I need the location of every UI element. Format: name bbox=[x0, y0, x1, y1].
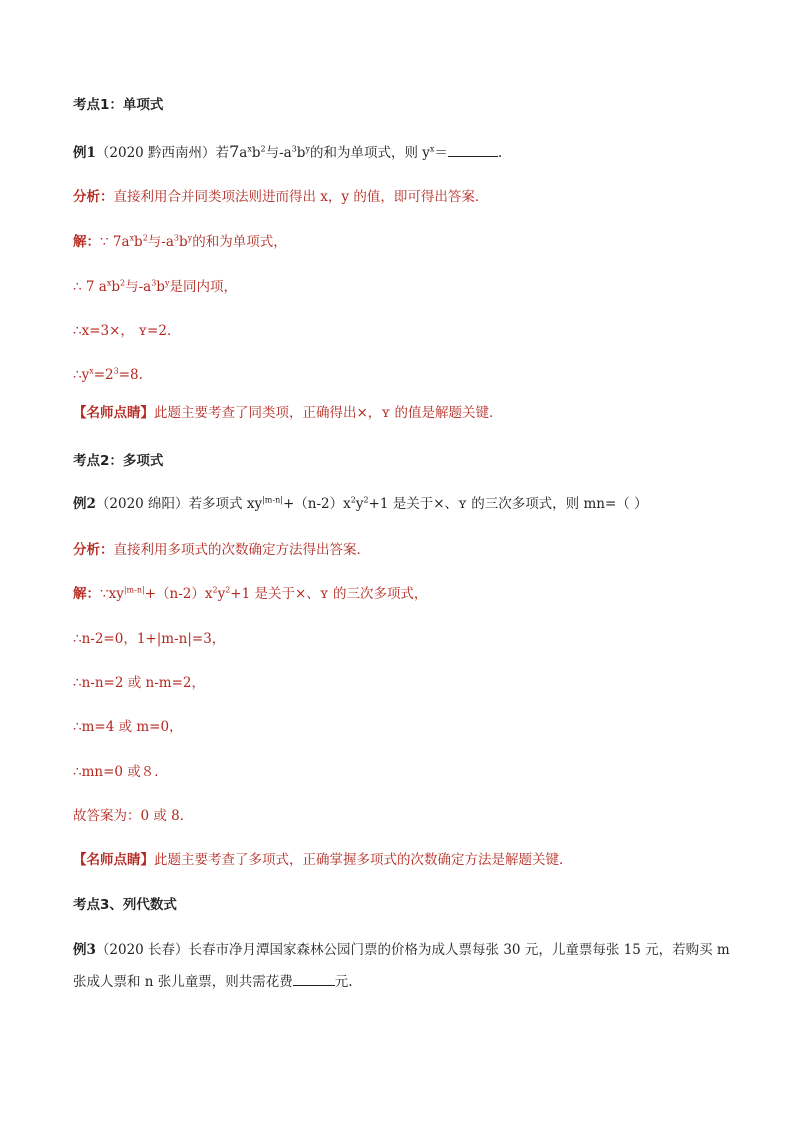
tip-label: 【名师点睛】 bbox=[73, 852, 154, 868]
solution-1-line-1: 解：∵ $7a^xb^2$与$-a^3b^y$的和为单项式， bbox=[73, 233, 287, 250]
analysis-label: 分析： bbox=[73, 542, 114, 558]
example-3-line-2: 张成人票和 n 张儿童票，则共需花费 元. bbox=[73, 974, 353, 990]
solution-1-line-2: ∴ 7 $a^xb^2$与$-a^3b^y$是同内项， bbox=[73, 278, 237, 295]
example-label: 例2 bbox=[73, 496, 96, 512]
solution-1-line-3: ∴x=3×， ʏ=2． bbox=[73, 323, 181, 339]
example-2: 例2（2020 绵阳）若多项式 $xy^{|m-n|}+(n-2)x^2y^2+1$ 是关于×、ʏ 的三次多项式，则 mn=（ ） bbox=[73, 495, 648, 512]
teacher-tip-2 bbox=[73, 851, 573, 869]
answer-blank bbox=[448, 144, 498, 157]
analysis-1 bbox=[73, 188, 488, 206]
solution-2-line-4: ∴m=4 或 m=0， bbox=[73, 719, 183, 735]
solution-1-line-4: $\therefore y^x=2^3=8$. bbox=[73, 366, 143, 383]
solution-2-line-5: ∴mn=0 或８． bbox=[73, 764, 168, 780]
example-label: 例1 bbox=[73, 145, 96, 161]
solution-2-line-3: ∴n-n=2 或 n-m=2， bbox=[73, 675, 205, 691]
teacher-tip-1 bbox=[73, 404, 502, 422]
solution-2-answer: 故答案为：0 或 8． bbox=[73, 808, 194, 824]
section-heading-2: 考点2：多项式 bbox=[73, 453, 164, 469]
analysis-text: 直接利用多项式的次数确定方法得出答案． bbox=[113, 542, 370, 558]
answer-blank bbox=[293, 973, 335, 986]
solution-label: 解： bbox=[73, 234, 100, 250]
solution-2-line-1: 解：$\because xy^{|m-n|}+(n-2)x^2y^2+1$ 是关于×、ʏ 的三次多项式， bbox=[73, 585, 428, 602]
analysis-text: 直接利用合并同类项法则进而得出 x，y 的值，即可得出答案． bbox=[113, 189, 489, 205]
example-label: 例3 bbox=[73, 942, 96, 958]
solution-2-line-2: ∴n-2=0，1+|m-n|=3， bbox=[73, 631, 226, 647]
example-1: 例1（2020 黔西南州）若$7a^xb^2$与$-a^3b^y$的和为单项式，则 $y^x=$ . bbox=[73, 142, 503, 161]
example-3-line-1: 例3（2020 长春）长春市净月潭国家森林公园门票的价格为成人票每张 30 元，儿童票每张 15 元，若购买 m bbox=[73, 942, 730, 958]
analysis-label: 分析： bbox=[73, 189, 114, 205]
tip-label: 【名师点睛】 bbox=[73, 405, 154, 421]
section-heading-1: 考点1：单项式 bbox=[73, 97, 164, 113]
solution-label: 解： bbox=[73, 586, 100, 602]
analysis-2 bbox=[73, 541, 370, 559]
tip-text: 此题主要考查了同类项，正确得出×，ʏ 的值是解题关键． bbox=[154, 405, 503, 421]
example-source: （2020 黔西南州）若 bbox=[95, 145, 230, 161]
section-heading-3: 考点3、列代数式 bbox=[73, 897, 177, 913]
tip-text: 此题主要考查了多项式，正确掌握多项式的次数确定方法是解题关键． bbox=[154, 852, 573, 868]
